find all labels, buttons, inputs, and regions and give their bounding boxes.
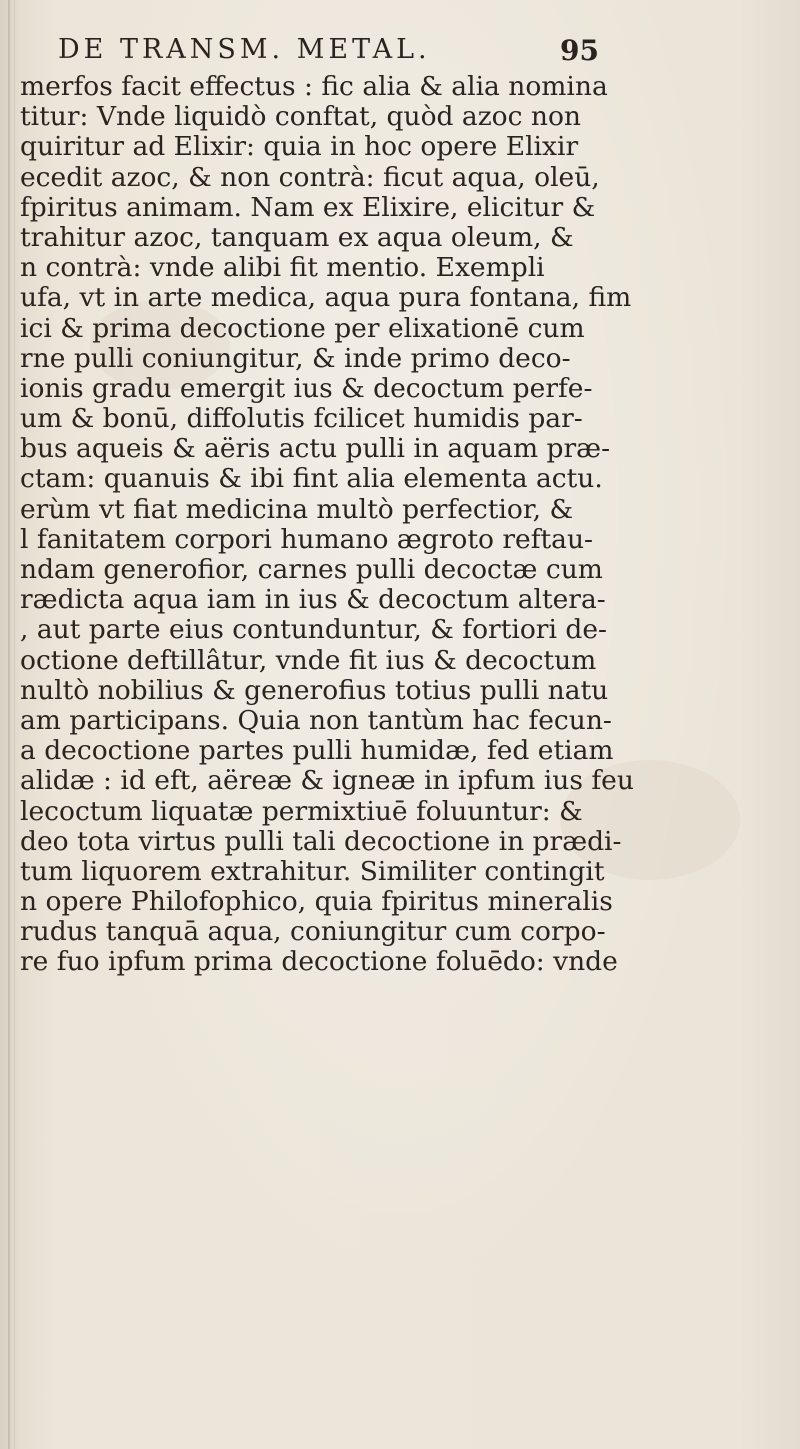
text-line: nultò nobilius & generofius totius pulli natu (20, 675, 609, 706)
text-line: lecoctum liquatæ permixtiuē foluuntur: & (20, 796, 583, 827)
text-line: deo tota virtus pulli tali decoctione in prædi- (20, 826, 622, 857)
running-title: DE TRANSM. METAL. (58, 34, 431, 65)
text-line: , aut parte eius contunduntur, & fortiori de- (20, 615, 607, 646)
text-line: trahitur azoc, tanquam ex aqua oleum, & (20, 222, 574, 253)
running-header (58, 34, 618, 74)
text-line: erùm vt fiat medicina multò perfectior, & (20, 494, 574, 525)
text-line: um & bonū, diffolutis fcilicet humidis par- (20, 404, 583, 435)
text-line: ici & prima decoctione per elixationē cum (20, 313, 585, 344)
gutter-shadow (8, 0, 10, 1449)
text-line: tum liquorem extrahitur. Similiter contingit (20, 856, 605, 887)
body-text (20, 72, 790, 978)
text-line: ecedit azoc, & non contrà: ficut aqua, oleū, (20, 162, 600, 193)
text-line: titur: Vnde liquidò conftat, quòd azoc non (20, 102, 581, 133)
text-line: re fuo ipfum prima decoctione foluēdo: vnde (20, 947, 618, 978)
text-line: quiritur ad Elixir: quia in hoc opere Elixir (20, 132, 579, 163)
text-line: ndam generofior, carnes pulli decoctæ cum (20, 555, 603, 585)
text-line: rudus tanquā aqua, coniungitur cum corpo- (20, 917, 606, 948)
text-line: ufa, vt in arte medica, aqua pura fontana, fim (20, 283, 632, 314)
text-line: l fanitatem corpori humano ægroto reftau- (20, 524, 593, 555)
text-line: fpiritus animam. Nam ex Elixire, elicitur & (20, 192, 596, 223)
text-line: rædicta aqua iam in ius & decoctum altera- (20, 585, 606, 616)
text-line: merfos facit effectus : fic alia & alia nomina (20, 72, 608, 102)
text-line: ionis gradu emergit ius & decoctum perfe- (20, 373, 593, 404)
gutter-shadow-inner (14, 0, 15, 1449)
text-line: n contrà: vnde alibi fit mentio. Exempli (20, 253, 545, 284)
text-line: alidæ : id eft, aëreæ & igneæ in ipfum ius feu (20, 766, 634, 797)
text-line: octione deftillâtur, vnde fit ius & decoctum (20, 645, 597, 676)
text-line: n opere Philofophico, quia fpiritus mineralis (20, 887, 613, 918)
page-number: 95 (560, 34, 599, 67)
text-line: am participans. Quia non tantùm hac fecun- (20, 705, 612, 736)
text-line: ctam: quanuis & ibi fint alia elementa actu. (20, 464, 603, 495)
text-line: a decoctione partes pulli humidæ, fed etiam (20, 736, 614, 767)
text-line: bus aqueis & aëris actu pulli in aquam præ- (20, 434, 611, 465)
text-line: rne pulli coniungitur, & inde primo deco- (20, 343, 571, 374)
